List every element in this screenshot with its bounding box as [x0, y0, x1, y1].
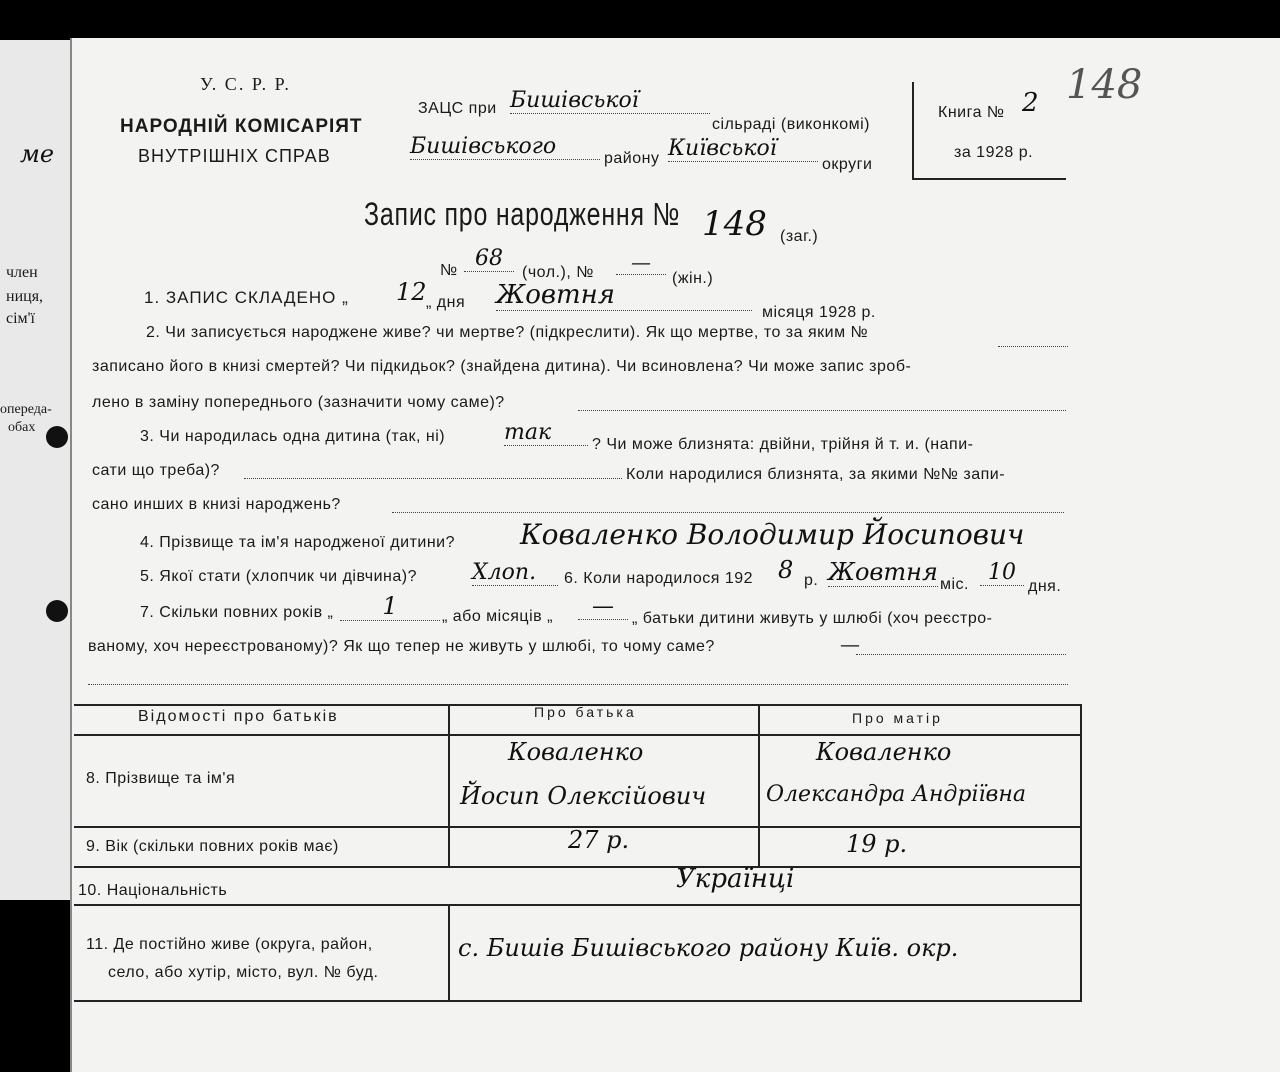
item-4-label: 4. Прізвище та ім'я народженої дитини? [140, 534, 456, 551]
item-2-line-3: лено в заміну попереднього (зазначити чому саме)? [92, 394, 505, 411]
birth-month-value: Жовтня [828, 558, 938, 586]
item-5-label: 5. Якої стати (хлопчик чи дівчина)? [140, 568, 417, 585]
female-label: (жін.) [672, 270, 714, 287]
male-label: (чол.), № [522, 264, 594, 281]
married-years-value: 1 [340, 592, 440, 621]
record-month-value: Жовтня [496, 280, 752, 311]
father-name: Йосип Олексійович [460, 782, 707, 810]
table-header-mother: Про матір [852, 710, 943, 726]
death-record-blank [998, 346, 1068, 347]
item-2-blank [578, 410, 1066, 411]
separation-reason-value: — [840, 632, 860, 656]
item-3-label: 3. Чи народилась одна дитина (так, ні) [140, 428, 446, 445]
father-age: 27 р. [568, 826, 630, 854]
left-fragment-5: опереда- [0, 402, 52, 417]
commissariat-title: НАРОДНІЙ КОМІСАРІЯТ [120, 116, 363, 137]
book-box-border [912, 178, 1066, 180]
child-sex-value: Хлоп. [472, 560, 558, 586]
item-2-line-1: 2. Чи записується народжене живе? чи мертве? (підкреслити). Як що мертве, то за яким № [146, 324, 869, 341]
item-7-line-1c: „ батьки дитини живуть у шлюбі (хоч реєстро- [632, 610, 993, 627]
book-label: Книга № [938, 104, 1005, 121]
item-3-line-2b: Коли народилися близнята, за якими №№ запи- [626, 466, 1006, 483]
mother-surname: Коваленко [816, 738, 952, 766]
row-10-label: 10. Національність [78, 882, 228, 899]
zag-label: (заг.) [780, 228, 819, 245]
book-number: 2 [1022, 88, 1039, 118]
year-label: р. [804, 572, 819, 589]
married-months-value: — [578, 594, 628, 620]
left-fragment-2: член [6, 264, 38, 281]
left-fragment-3: ниця, [6, 288, 44, 305]
child-name-value: Коваленко Володимир Йосипович [520, 518, 1025, 551]
separation-blank [856, 654, 1066, 655]
birth-record-page [70, 38, 1280, 1072]
item-7-label: 7. Скільки повних років „ [140, 604, 334, 621]
mother-name: Олександра Андріївна [766, 782, 1026, 807]
item-3-line-2a: сати що треба)? [92, 462, 220, 479]
male-count-value: 68 [464, 246, 514, 272]
female-count-value: — [616, 250, 666, 275]
item-2-line-2: записано його в книзі смертей? Чи підкидьок? (знайдена дитина). Чи всиновлена? Чи може запис зроб- [92, 358, 912, 375]
record-number: 148 [702, 204, 767, 244]
item-1-label: 1. ЗАПИС СКЛАДЕНО „ [144, 288, 349, 307]
item-6-label: 6. Коли народилося 192 [564, 570, 754, 587]
zags-label: ЗАЦС при [418, 100, 497, 117]
item-7-months-label: „ або місяців „ [442, 608, 553, 625]
single-birth-value: так [504, 420, 588, 446]
record-title: Запис про народження № [364, 196, 681, 232]
father-surname: Коваленко [508, 738, 644, 766]
binding-hole [46, 426, 68, 448]
blank-line [88, 684, 1068, 685]
day-suffix-label: дня. [1028, 578, 1062, 595]
binding-hole [46, 600, 68, 622]
row-11-label-line-2: село, або хутір, місто, вул. № буд. [108, 964, 379, 981]
table-header-father: Про батька [534, 704, 637, 720]
item-3-line-3: сано инших в книзі народжень? [92, 496, 341, 513]
district-value: Бишівського [410, 134, 600, 160]
month-year-label: місяця 1928 р. [762, 304, 876, 321]
twins-blank [244, 478, 622, 479]
record-day-value: 12 [396, 278, 427, 306]
birth-day-value: 10 [980, 560, 1024, 586]
mother-age: 19 р. [846, 830, 908, 858]
village-council-value: Бишівської [510, 88, 710, 114]
okrug-label: округи [822, 156, 873, 173]
corner-number: 148 [1066, 62, 1143, 108]
left-page-fragment [0, 40, 72, 900]
okrug-value: Київської [668, 136, 818, 162]
nationality-value: Українці [676, 864, 795, 894]
row-11-label-line-1: 11. Де постійно живе (округа, район, [86, 936, 373, 953]
left-fragment-1: ме [20, 140, 55, 168]
row-9-label: 9. Вік (скільки повних років має) [86, 838, 339, 855]
district-label: району [604, 150, 660, 167]
item-3-line-1b: ? Чи може близнята: двійни, трійня й т. и. (напи- [592, 436, 974, 453]
village-council-label: сільраді (виконкомі) [712, 116, 870, 133]
birth-year-digit: 8 [778, 556, 794, 584]
row-8-label: 8. Прізвище та ім'я [86, 770, 236, 787]
table-header-info: Відомості про батьків [138, 708, 339, 725]
month-label: міс. [940, 576, 969, 593]
day-label: „ дня [426, 294, 466, 311]
book-year: за 1928 р. [954, 144, 1034, 161]
ussr-label: У. С. Р. Р. [200, 74, 291, 94]
left-fragment-6: обах [8, 420, 36, 435]
item-7-line-2: ваному, хоч нереєстрованому)? Як що тепер не живуть у шлюбі, то чому саме? [88, 638, 715, 655]
left-fragment-4: сім'ї [6, 310, 35, 327]
book-box-border [912, 82, 914, 178]
male-no-label: № [440, 262, 458, 279]
twins-records-blank [392, 512, 1064, 513]
residence-value: с. Бишів Бишівського району Київ. окр. [458, 934, 959, 962]
internal-affairs-title: ВНУТРІШНІХ СПРАВ [138, 146, 331, 166]
